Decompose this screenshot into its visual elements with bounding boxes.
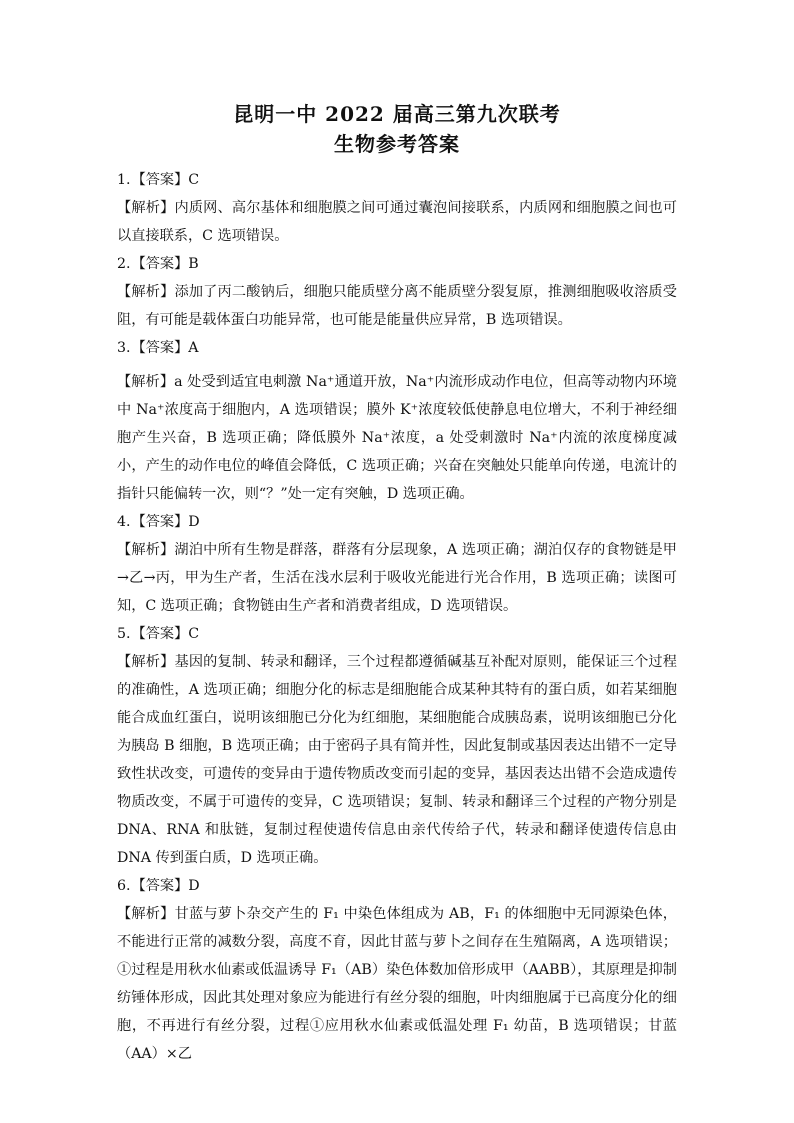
question-3-explanation: 【解析】a 处受到适宜电刺激 Na⁺通道开放，Na⁺内流形成动作电位，但高等动物内环境中 Na⁺浓度高于细胞内，A 选项错误；膜外 K⁺浓度较低使静息电位增大，不利于神经细胞产生兴奋，B 选项正确；降低膜外 Na⁺浓度，a 处受刺激时 Na⁺内流的浓度梯度减小，产生的动作电位的峰值会降低，C 选项正确；兴奋在突触处只能单向传递，电流计的指针只能偏转一次，则“？”处一定有突触，D 选项正确。 bbox=[117, 374, 677, 502]
answer-label: 【答案】A bbox=[131, 340, 199, 356]
answer-label: 【答案】B bbox=[131, 256, 199, 272]
question-6-explanation: 【解析】甘蓝与萝卜杂交产生的 F₁ 中染色体组成为 AB，F₁ 的体细胞中无同源染色体，不能进行正常的减数分裂，高度不育，因此甘蓝与萝卜之间存在生殖隔离，A 选项错误；①过程是用秋水仙素或低温诱导 F₁（AB）染色体数加倍形成甲（AABB），其原理是抑制纺锤体形成，因此其处理对象应为能进行有丝分裂的细胞，叶肉细胞属于已高度分化的细胞，不再进行有丝分裂，过程①应用秋水仙素或低温处理 F₁ 幼苗，B 选项错误；甘蓝（AA）×乙 bbox=[117, 906, 677, 1062]
question-5-explanation: 【解析】基因的复制、转录和翻译，三个过程都遵循碱基互补配对原则，能保证三个过程的准确性，A 选项正确；细胞分化的标志是细胞能合成某种其特有的蛋白质，如若某细胞能合成血红蛋白，说明该细胞已分化为红细胞，某细胞能合成胰岛素，说明该细胞已分化为胰岛 B 细胞，B 选项正确；由于密码子具有简并性，因此复制或基因表达出错不一定导致性状改变，可遗传的变异由于遗传物质改变而引起的变异，基因表达出错不会造成遗传物质改变，不属于可遗传的变异，C 选项错误；复制、转录和翻译三个过程的产物分别是 DNA、RNA 和肽链，复制过程使遗传信息由亲代传给子代，转录和翻译使遗传信息由 DNA 传到蛋白质，D 选项正确。 bbox=[117, 654, 677, 866]
document-subtitle: 生物参考答案 bbox=[334, 132, 460, 156]
question-4-explanation: 【解析】湖泊中所有生物是群落，群落有分层现象，A 选项正确；湖泊仅存的食物链是甲→乙→丙，甲为生产者，生活在浅水层利于吸收光能进行光合作用，B 选项正确；读图可知，C 选项正确；食物链由生产者和消费者组成，D 选项错误。 bbox=[117, 542, 677, 614]
answer-label: 【答案】C bbox=[131, 626, 200, 642]
question-number: 6. bbox=[117, 878, 131, 894]
question-6-answer bbox=[117, 872, 677, 900]
question-3-answer bbox=[117, 334, 677, 362]
question-1-explanation: 【解析】内质网、高尔基体和细胞膜之间可通过囊泡间接联系，内质网和细胞膜之间也可以直接联系，C 选项错误。 bbox=[117, 200, 677, 244]
question-number: 2. bbox=[117, 256, 131, 272]
question-2-explanation: 【解析】添加了丙二酸钠后，细胞只能质壁分离不能质壁分裂复原，推测细胞吸收溶质受阻，有可能是载体蛋白功能异常，也可能是能量供应异常，B 选项错误。 bbox=[117, 284, 677, 328]
answer-label: 【答案】C bbox=[131, 172, 200, 188]
question-5-answer bbox=[117, 620, 677, 648]
question-number: 5. bbox=[117, 626, 131, 642]
question-4-answer bbox=[117, 508, 677, 536]
question-1-answer bbox=[117, 166, 677, 194]
document-title: 昆明一中 2022 届高三第九次联考 bbox=[233, 102, 561, 126]
answer-label: 【答案】D bbox=[131, 514, 200, 530]
answer-list bbox=[117, 166, 677, 1068]
question-number: 1. bbox=[117, 172, 131, 188]
question-2-answer bbox=[117, 250, 677, 278]
answer-label: 【答案】D bbox=[131, 878, 200, 894]
question-number: 4. bbox=[117, 514, 131, 530]
question-number: 3. bbox=[117, 340, 131, 356]
